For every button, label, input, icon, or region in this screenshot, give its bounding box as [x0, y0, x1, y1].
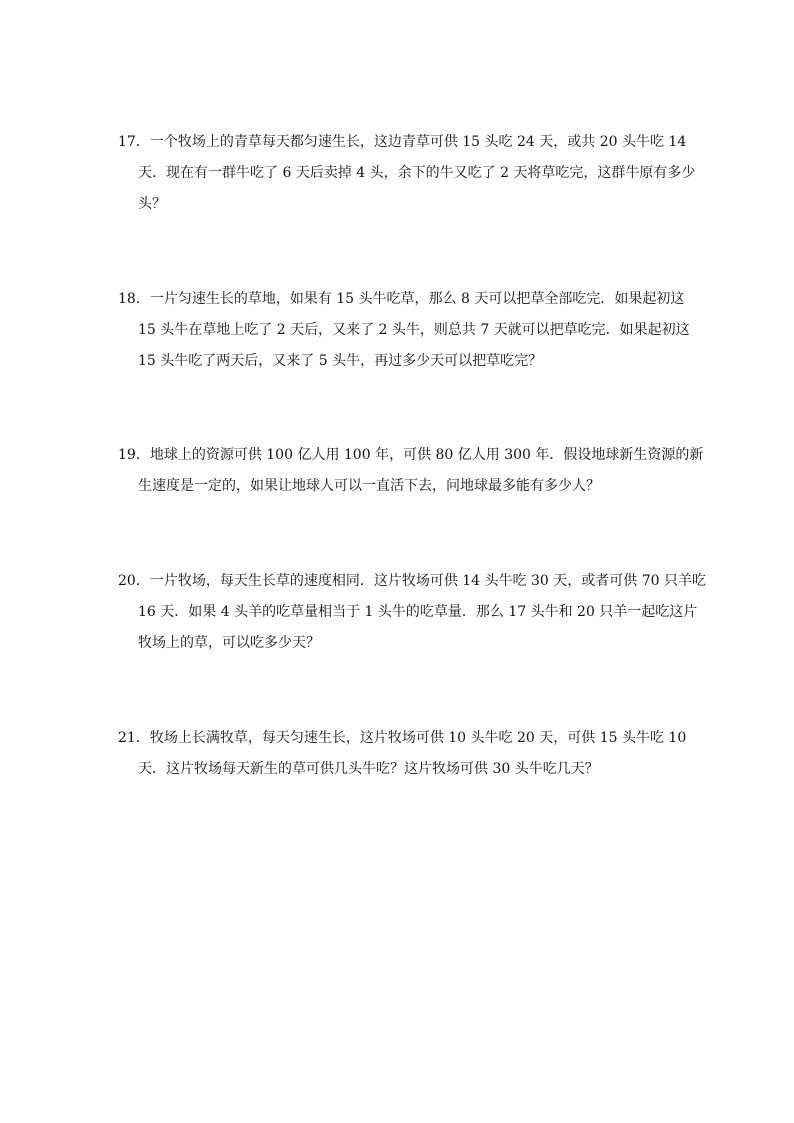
problem-17: [118, 127, 706, 220]
problem-18: [118, 284, 706, 377]
problem-text: 一片牧场，每天生长草的速度相同．这片牧场可供 14 头牛吃 30 天，或者可供 70 只羊吃 16 天．如果 4 头羊的吃草量相当于 1 头牛的吃草量．那么 17 头牛和 20 只羊一起吃这片牧场上的草，可以吃多少天？: [138, 573, 706, 651]
problem-number: 18．: [118, 291, 150, 307]
problem-21: [118, 723, 706, 785]
problem-number: 19．: [118, 447, 150, 463]
problem-text: 地球上的资源可供 100 亿人用 100 年，可供 80 亿人用 300 年．假设地球新生资源的新生速度是一定的，如果让地球人可以一直活下去，问地球最多能有多少人？: [138, 447, 704, 494]
problem-number: 21．: [118, 730, 150, 746]
problem-20: [118, 566, 706, 659]
problem-number: 17．: [118, 134, 150, 150]
problem-text: 一个牧场上的青草每天都匀速生长，这边青草可供 15 头吃 24 天，或共 20 头牛吃 14 天．现在有一群牛吃了 6 天后卖掉 4 头，余下的牛又吃了 2 天将草吃完，这群牛原有多少头？: [138, 134, 696, 212]
problem-19: [118, 440, 706, 502]
problem-text: 牧场上长满牧草，每天匀速生长，这片牧场可供 10 头牛吃 20 天，可供 15 头牛吃 10 天．这片牧场每天新生的草可供几头牛吃？这片牧场可供 30 头牛吃几天？: [138, 730, 687, 777]
problem-text: 一片匀速生长的草地，如果有 15 头牛吃草，那么 8 天可以把草全部吃完．如果起初这 15 头牛在草地上吃了 2 天后，又来了 2 头牛，则总共 7 天就可以把草吃完．如果起初这 15 头牛吃了两天后，又来了 5 头牛，再过多少天可以把草吃完？: [138, 291, 690, 369]
problem-number: 20．: [118, 573, 150, 589]
